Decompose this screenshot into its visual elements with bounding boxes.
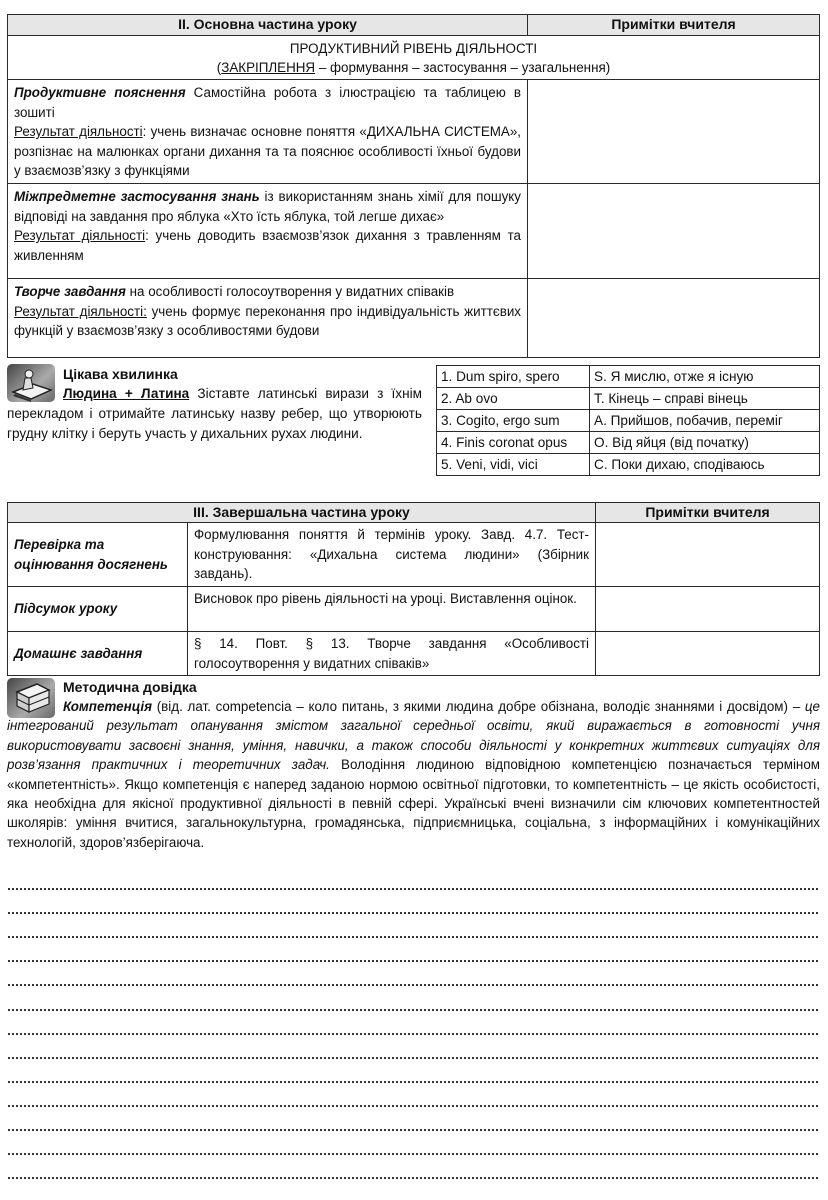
activity-cell: Міжпредметне застосування знань із використанням знань хімії для пошуку відповіді на завдання про яблука «Хто їсть яблука, той легше дихає» Результат діяльності: учень доводить взаємозв’язок дихання з травленням та живленням	[8, 184, 528, 279]
row-value: § 14. Повт. § 13. Творче завдання «Особливості голосоутворення у видатних співаків»	[188, 632, 596, 676]
reading-book-icon	[7, 364, 55, 402]
table-row: 2. Ab ovo T. Кінець – справі вінець	[437, 388, 820, 410]
note-line[interactable]	[8, 890, 818, 914]
methodical-note-block	[7, 678, 820, 852]
stacked-books-icon	[7, 678, 55, 718]
table-row: 1. Dum spiro, spero S. Я мислю, отже я існую	[437, 366, 820, 388]
notes-lines[interactable]	[8, 866, 818, 1200]
main-part-table	[7, 14, 820, 358]
note-line[interactable]	[8, 914, 818, 938]
teacher-notes-header: Примітки вчителя	[528, 15, 820, 36]
note-line[interactable]	[8, 1035, 818, 1059]
note-line[interactable]	[8, 962, 818, 986]
activity-level-title: ПРОДУКТИВНИЙ РІВЕНЬ ДІЯЛЬНОСТІ	[289, 41, 538, 56]
activity-cell: Продуктивне пояснення Самостійна робота з ілюстрацією та таблицею в зошиті Результат діяльності: учень визначає основне поняття «ДИХАЛЬНА СИСТЕМА», розпізнає на малюнках органи дихання та та пояснює особливості їхньої будови у взаємозв’язку з функціями	[8, 80, 528, 184]
note-line[interactable]	[8, 1107, 818, 1131]
methodical-note-title: Методична довідка	[63, 679, 197, 695]
competence-term: Компетенція	[63, 699, 152, 714]
table-row	[8, 80, 820, 184]
note-line[interactable]	[8, 1179, 818, 1200]
note-line[interactable]	[8, 986, 818, 1010]
table-row	[8, 184, 820, 279]
main-part-header: II. Основна частина уроку	[8, 15, 528, 36]
table-row: 5. Veni, vidi, vici C. Поки дихаю, сподіваюсь	[437, 454, 820, 476]
activity-level	[8, 36, 820, 80]
activity-cell: Творче завдання на особливості голосоутворення у видатних співаків Результат діяльності: учень формує переконання про індивідуальність життєвих функцій у взаємозв’язку з особливостями будови	[8, 279, 528, 358]
result-label: Результат діяльності	[14, 228, 146, 243]
activity-term: Міжпредметне застосування знань	[14, 189, 260, 204]
row-value: Висновок про рівень діяльності на уроці. Виставлення оцінок.	[188, 587, 596, 632]
note-line[interactable]	[8, 1059, 818, 1083]
table-row	[8, 632, 820, 676]
teacher-notes-cell[interactable]	[528, 184, 820, 279]
fun-minute-lead: Людина + Латина	[63, 386, 190, 401]
teacher-notes-header: Примітки вчителя	[596, 503, 820, 523]
teacher-notes-cell[interactable]	[596, 523, 820, 587]
table-row	[8, 279, 820, 358]
note-line[interactable]	[8, 1083, 818, 1107]
fun-minute-block	[7, 364, 422, 444]
teacher-notes-cell[interactable]	[528, 279, 820, 358]
final-part-header: III. Завершальна частина уроку	[8, 503, 596, 523]
table-row	[8, 587, 820, 632]
latin-phrases-table	[436, 365, 820, 476]
consolidation-label: ЗАКРІПЛЕННЯ	[221, 60, 316, 75]
methodical-note-text: Компетенція (від. лат. competencia – коло питань, з якими людина добре обізнана, володіє знаннями і досвідом) – це інтегрований результат опанування змістом загальної середньої освіти, який виражається в готовності учня використовувати засвоєні знання, уміння, навички, а також способи діяльності у конкретних життєвих ситуаціях для розв’язання практичних і теоретичних задач. Володіння людиною відповідною компетенцією позначається терміном «компетентність». Якщо компетенція є наперед заданою нормою освітньої підготовки, то компетентність – це якість особистості, яка необхідна для якісної продуктивної діяльності в певній сфері. Українські вчені визначили сім ключових компетентностей школярів: уміння вчитися, загальнокультурна, громадянська, підприємницька, соціальна, з інформаційних і комунікаційних технологій, здоров’язберігаюча.	[7, 699, 820, 850]
note-line[interactable]	[8, 1131, 818, 1155]
teacher-notes-cell[interactable]	[596, 587, 820, 632]
row-value: Формулювання поняття й термінів уроку. Завд. 4.7. Тест-конструювання: «Дихальна система людини» (Збірник завдань).	[188, 523, 596, 587]
final-part-table	[7, 502, 820, 676]
activity-level-subtitle: (ЗАКРІПЛЕННЯ – формування – застосування – узагальнення)	[216, 60, 611, 75]
row-key: Перевірка та оцінювання досягнень	[8, 523, 188, 587]
fun-minute-text: Людина + Латина Зіставте латинські вирази з їхнім перекладом і отримайте латинську назву ребер, що утворюють грудну клітку і беруть участь у дихальних рухах людини.	[7, 386, 422, 441]
result-label: Результат діяльності	[14, 124, 143, 139]
table-row: 3. Cogito, ergo sum A. Прийшов, побачив, переміг	[437, 410, 820, 432]
row-key: Підсумок уроку	[8, 587, 188, 632]
note-line[interactable]	[8, 1011, 818, 1035]
row-key: Домашнє завдання	[8, 632, 188, 676]
note-line[interactable]	[8, 1155, 818, 1179]
teacher-notes-cell[interactable]	[528, 80, 820, 184]
result-label: Результат діяльності:	[14, 303, 147, 319]
note-line[interactable]	[8, 866, 818, 890]
fun-minute-title: Цікава хвилинка	[63, 366, 178, 382]
teacher-notes-cell[interactable]	[596, 632, 820, 676]
activity-term: Продуктивне пояснення	[14, 85, 186, 100]
table-row: 4. Finis coronat opus O. Від яйця (від початку)	[437, 432, 820, 454]
table-row	[8, 523, 820, 587]
activity-term: Творче завдання	[14, 284, 126, 299]
note-line[interactable]	[8, 938, 818, 962]
